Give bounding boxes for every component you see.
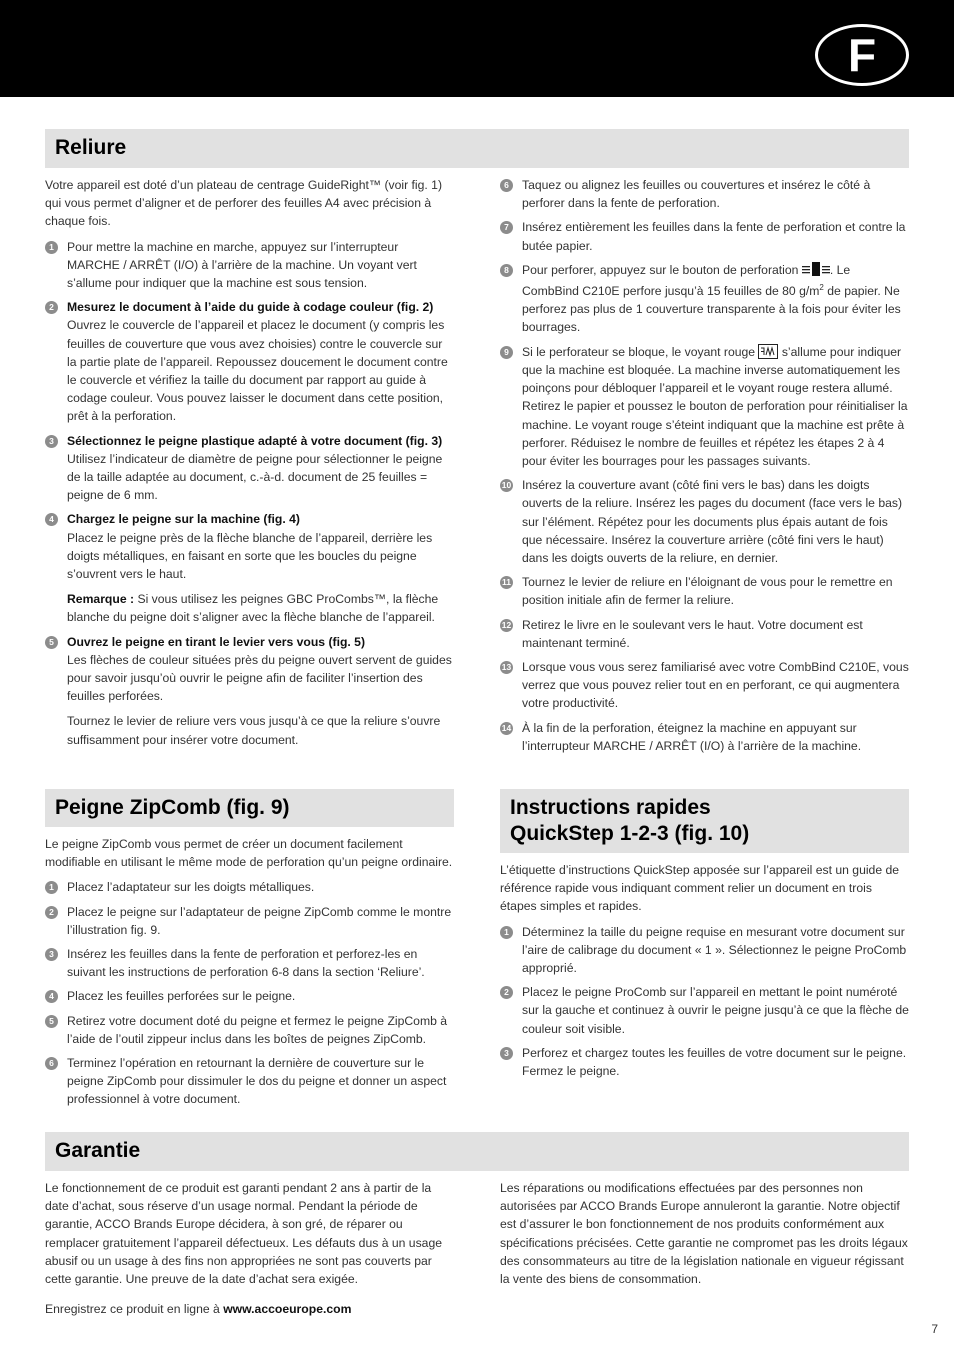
list-item	[45, 238, 453, 293]
step-text: . Le CombBind C210E perfore jusqu’à 15 feuilles de 80 g/m	[522, 262, 851, 299]
step-number: 5	[45, 1015, 58, 1028]
punch-button-icon	[802, 262, 830, 276]
jam-warning-icon	[758, 344, 778, 359]
section-heading-quickstep	[500, 789, 909, 853]
step-number: 3	[500, 1047, 513, 1060]
list-item	[500, 261, 909, 337]
step-number: 3	[45, 948, 58, 961]
step-number: 4	[45, 990, 58, 1003]
step-number: 10	[501, 480, 512, 491]
note-label: Remarque :	[67, 592, 135, 607]
garantie-left-text: Le fonctionnement de ce produit est garanti pendant 2 ans à partir de la date d’achat, sous réserve d’un usage normal. Pendant la période de garantie, ACCO Brands Europe décidera, à son gré, de réparer ou remplacer gratuitement l’appareil défectueux. Les défauts dus à un usage abusif ou un usage à des fins non appropriées ne sont pas couverts par cette garantie. Une preuve de la date d’achat sera exigée.	[45, 1181, 443, 1287]
register-text: Enregistrez ce produit en ligne à	[45, 1302, 220, 1317]
language-badge: F	[815, 24, 909, 86]
step-number: 6	[45, 1057, 58, 1070]
step-number: 2	[45, 301, 58, 314]
step-number: 8	[500, 264, 513, 277]
step-text: Lorsque vous vous serez familiarisé avec votre CombBind C210E, vous verrez que vous pouvez relier tout en en perforant, ce qui augmentera votre productivité.	[522, 659, 909, 711]
section-heading-reliure	[45, 129, 909, 168]
step-number: 11	[502, 577, 511, 588]
list-item	[500, 218, 909, 254]
list-item	[45, 903, 454, 939]
list-item	[45, 432, 453, 505]
step-text: Tournez le levier de reliure vers vous jusqu’à ce que la reliure s’ouvre suffisamment pour insérer votre document.	[67, 714, 441, 747]
list-item	[500, 616, 909, 652]
step-text: Les flèches de couleur situées près du peigne ouvert servent de guides pour savoir jusqu’où ouvrir le peigne afin de faciliter l’insertion des feuilles perforées.	[67, 652, 452, 704]
step-title: Chargez le peigne sur la machine (fig. 4)	[67, 512, 300, 527]
list-item	[45, 633, 453, 749]
step-number: 1	[45, 881, 58, 894]
list-item	[500, 923, 909, 978]
page-number: 7	[931, 1322, 938, 1336]
list-item	[45, 878, 454, 896]
step-text: Pour mettre la machine en marche, appuyez sur l’interrupteur MARCHE / ARRÊT (I/O) à l’arrière de la machine. Un voyant vert s’allume pour indiquer que la machine est sous tension.	[67, 239, 417, 291]
list-item	[45, 1012, 454, 1048]
list-item	[45, 945, 454, 981]
note-text: Si vous utilisez les peignes GBC ProCombs™, la flèche blanche du peigne doit s’aligner avec la flèche blanche de l’appareil.	[67, 592, 439, 625]
step-text: Placez les feuilles perforées sur le peigne.	[67, 989, 296, 1004]
step-number: 14	[501, 722, 512, 733]
step-text: Taquez ou alignez les feuilles ou couvertures et insérez le côté à perforer dans la fente de perforation.	[522, 178, 871, 211]
list-item	[500, 658, 909, 713]
step-number: 3	[45, 435, 58, 448]
zipcomb-column	[45, 835, 454, 1115]
quickstep-intro: L’étiquette d’instructions QuickStep apposée sur l’appareil est un guide de référence rapide vous indiquant comment relier un document en trois étapes simples et rapides.	[500, 863, 900, 914]
register-line	[45, 1300, 454, 1318]
reliure-intro: Votre appareil est doté d’un plateau de centrage GuideRight™ (voir fig. 1) qui vous permet d’aligner et de perforer des feuilles A4 avec précision à chaque fois.	[45, 178, 443, 229]
reliure-left-column	[45, 176, 453, 755]
step-number: 12	[501, 619, 512, 630]
step-text: À la fin de la perforation, éteignez la machine en appuyant sur l’interrupteur MARCHE / ARRÊT (I/O) à l’arrière de la machine.	[522, 720, 862, 753]
quickstep-column	[500, 861, 909, 1086]
step-number: 7	[500, 221, 513, 234]
superscript: 2	[819, 283, 824, 293]
top-black-bar	[0, 0, 954, 97]
step-number: 9	[500, 346, 513, 359]
step-number: 2	[500, 986, 513, 999]
step-text: Si le perforateur se bloque, le voyant rouge	[522, 344, 756, 359]
garantie-left-column	[45, 1179, 454, 1325]
list-item	[500, 983, 909, 1038]
step-number: 13	[501, 661, 512, 672]
step-number: 1	[45, 241, 58, 254]
garantie-title: Garantie	[55, 1139, 141, 1162]
step-title: Sélectionnez le peigne plastique adapté à votre document (fig. 3)	[67, 433, 443, 448]
step-title: Ouvrez le peigne en tirant le levier vers vous (fig. 5)	[67, 634, 366, 649]
step-text: de papier. Ne perforez pas plus de 1 couverture transparente à la fois pour éviter les bourrages.	[522, 284, 901, 335]
website-link[interactable]: www.accoeurope.com	[223, 1302, 352, 1317]
step-text: Placez le peigne près de la flèche blanche de l’appareil, derrière les doigts métalliques, en faisant en sorte que les boucles du peigne s’ouvrent vers le haut.	[67, 530, 433, 582]
list-item	[500, 343, 909, 470]
step-number: 2	[45, 906, 58, 919]
step-text: Utilisez l’indicateur de diamètre de peigne pour sélectionner le peigne de la taille adaptée au document, c.-à-d. document de 25 feuilles = peigne de 6 mm.	[67, 451, 443, 503]
section-heading-garantie	[45, 1132, 909, 1171]
list-item	[45, 298, 453, 425]
step-text: Placez le peigne ProComb sur l’appareil en mettant le point numéroté sur la gauche et continuez à ouvrir le peigne jusqu’à ce que la flèche de couleur soit visible.	[522, 985, 909, 1036]
list-item	[500, 719, 909, 755]
step-text: Insérez la couverture avant (côté fini vers le bas) dans les doigts ouverts de la reliure. Insérez les pages du document (face vers le bas) sur l’élément. Répétez pour les documents plus épais autant de fois que nécessaire. Insérez la couverture arrière (côté fini vers le haut) dans les doigts ouverts de la reliure, en dernier.	[522, 478, 903, 565]
list-item	[45, 510, 453, 626]
quickstep-title-line2: QuickStep 1-2-3 (fig. 10)	[510, 822, 750, 845]
step-text: Ouvrez le couvercle de l’appareil et placez le document (y compris les feuilles de couverture que vous avez choisies) contre le couvercle sur la partie plate de l’appareil. Repoussez doucement le document contre le couvercle et vérifiez la taille du document par rapport au guide à codage couleur. Vous pouvez laisser le document dans cette position, prêt à la perforation.	[67, 318, 448, 424]
step-text: s’allume pour indiquer que la machine est bloquée. La machine inverse automatiquement les poinçons pour débloquer l’appareil et le voyant rouge restera allumé. Retirez le papier et poussez le bouton de perforation pour réinitialiser la machine. Le voyant rouge s’éteint indiquant que la machine est prête à perforer. Réduisez le nombre de feuilles et répétez les étapes 2 à 4 pour éviter les bourrages pour les passages suivants.	[522, 344, 908, 468]
reliure-right-column	[500, 176, 909, 761]
list-item	[500, 176, 909, 212]
garantie-right-text: Les réparations ou modifications effectuées par des personnes non autorisées par ACCO Brands Europe annuleront la garantie. Notre objectif est d’assurer le bon fonctionnement de nos produits conformément aux spécifications précisées. Cette garantie ne compromet pas les droits légaux des consommateurs au titre de la législation nationale en vigueur régissant la vente des biens de consommation.	[500, 1181, 908, 1287]
zipcomb-title: Peigne ZipComb (fig. 9)	[55, 796, 290, 819]
list-item	[500, 573, 909, 609]
section-heading-zipcomb	[45, 789, 454, 827]
list-item	[45, 1054, 454, 1109]
step-text: Placez l’adaptateur sur les doigts métalliques.	[67, 880, 315, 895]
step-text: Retirez le livre en le soulevant vers le haut. Votre document est maintenant terminé.	[522, 617, 863, 650]
zipcomb-intro: Le peigne ZipComb vous permet de créer un document facilement modifiable en utilisant le même mode de perforation qu’un peigne ordinaire.	[45, 837, 453, 870]
step-text: Retirez votre document doté du peigne et fermez le peigne ZipComb à l’aide de l’outil zippeur inclus dans les boîtes de peignes ZipComb.	[67, 1013, 448, 1046]
step-number: 5	[45, 636, 58, 649]
step-text: Tournez le levier de reliure en l’éloignant de vous pour le remettre en position initiale afin de fermer la reliure.	[522, 575, 893, 608]
step-text: Terminez l’opération en retournant la dernière de couverture sur le peigne ZipComb pour dissimuler le dos du peigne et donner un aspect professionnel à votre document.	[67, 1056, 447, 1107]
step-number: 4	[45, 513, 58, 526]
garantie-right-column	[500, 1179, 909, 1295]
step-text: Placez le peigne sur l’adaptateur de peigne ZipComb comme le montre l’illustration fig. 9.	[67, 904, 452, 937]
list-item	[500, 1044, 909, 1080]
step-number: 1	[500, 926, 513, 939]
list-item	[45, 987, 454, 1005]
step-title: Mesurez le document à l’aide du guide à codage couleur (fig. 2)	[67, 300, 434, 315]
step-text: Perforez et chargez toutes les feuilles de votre document sur le peigne. Fermez le peigne.	[522, 1045, 907, 1079]
step-text: Insérez les feuilles dans la fente de perforation et perforez-les en suivant les instructions de perforation 6-8 dans la section ‘Reliure’.	[67, 947, 425, 980]
step-text: Pour perforer, appuyez sur le bouton de perforation	[522, 262, 799, 277]
note	[67, 590, 453, 626]
step-text: Déterminez la taille du peigne requise en mesurant votre document sur l’aire de calibrage du document « 1 ». Sélectionnez le peigne ProComb approprié.	[522, 924, 907, 976]
step-text: Insérez entièrement les feuilles dans la fente de perforation et contre la butée papier.	[522, 220, 906, 253]
list-item	[500, 476, 909, 567]
quickstep-title-line1: Instructions rapides	[510, 796, 711, 819]
step-number: 6	[500, 179, 513, 192]
reliure-title: Reliure	[55, 136, 127, 159]
